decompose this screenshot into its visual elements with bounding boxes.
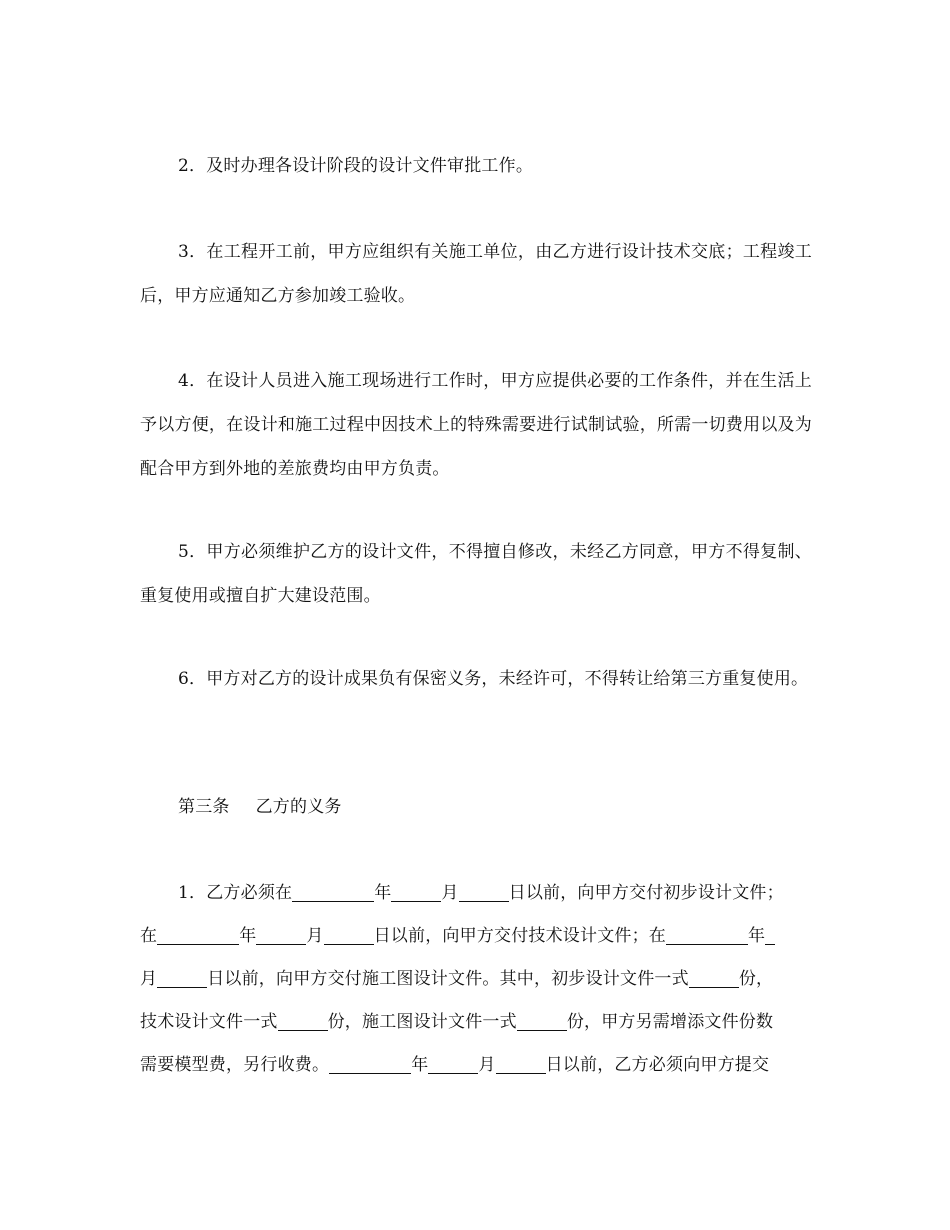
clause-1-line-2 [140, 914, 812, 958]
text-segment: 月 [478, 1055, 496, 1075]
paragraph-6: 6．甲方对乙方的设计成果负有保密义务，未经许可，不得转让给第三方重复使用。 [178, 669, 809, 689]
blank-field [391, 883, 441, 902]
blank-field [292, 883, 374, 902]
text-segment: 月 [441, 883, 459, 903]
paragraph-3: 3．在工程开工前，甲方应组织有关施工单位，由乙方进行设计技术交底；工程竣工后，甲方应通知乙方参加竣工验收。 [140, 242, 812, 306]
text-segment: 月 [306, 926, 324, 946]
text-segment: 份，施工图设计文件一式 [327, 1012, 517, 1032]
blank-field [324, 926, 374, 945]
text-segment: 日以前，向甲方交付技术设计文件；在 [373, 926, 667, 946]
blank-field [496, 1055, 546, 1074]
blank-field [329, 1055, 411, 1074]
blank-field [765, 926, 775, 945]
text-segment: 日以前，向甲方交付初步设计文件； [508, 883, 784, 903]
article-number: 第三条 [178, 797, 230, 817]
blank-field [428, 1055, 478, 1074]
text-segment: 年 [748, 926, 766, 946]
text-segment: 日以前，乙方必须向甲方提交 [545, 1055, 770, 1075]
text-segment: 年 [411, 1055, 429, 1075]
blank-field [459, 883, 509, 902]
text-segment: 年 [239, 926, 257, 946]
article-title: 乙方的义务 [255, 797, 342, 817]
paragraph-5: 5．甲方必须维护乙方的设计文件，不得擅自修改，未经乙方同意，甲方不得复制、重复使用或擅自扩大建设范围。 [140, 542, 812, 606]
blank-field [666, 926, 748, 945]
text-segment: 份， [738, 969, 774, 989]
clause-1-line-1 [140, 871, 850, 915]
text-segment: 1．乙方必须在 [178, 883, 293, 903]
clause-1-line-4 [140, 1000, 812, 1044]
text-segment: 日以前，向甲方交付施工图设计文件。其中，初步设计文件一式 [207, 969, 689, 989]
text-segment: 月 [140, 969, 158, 989]
paragraph-4: 4．在设计人员进入施工现场进行工作时，甲方应提供必要的工作条件，并在生活上予以方便，在设计和施工过程中因技术上的特殊需要进行试制试验，所需一切费用以及为配合甲方到外地的差旅费均由甲方负责。 [140, 371, 812, 479]
clause-1-line-3 [140, 957, 812, 1001]
blank-field [517, 1012, 567, 1031]
clause-1-line-5 [140, 1043, 812, 1087]
blank-field [689, 969, 739, 988]
text-segment: 在 [140, 926, 158, 946]
text-segment: 份，甲方另需增添文件份数 [566, 1012, 774, 1032]
blank-field [157, 926, 239, 945]
blank-field [278, 1012, 328, 1031]
paragraph-2: 2．及时办理各设计阶段的设计文件审批工作。 [178, 156, 534, 176]
text-segment: 技术设计文件一式 [140, 1012, 278, 1032]
text-segment: 需要模型费，另行收费。 [140, 1055, 330, 1075]
blank-field [157, 969, 207, 988]
article-heading [178, 785, 342, 829]
text-segment: 年 [374, 883, 392, 903]
blank-field [256, 926, 306, 945]
